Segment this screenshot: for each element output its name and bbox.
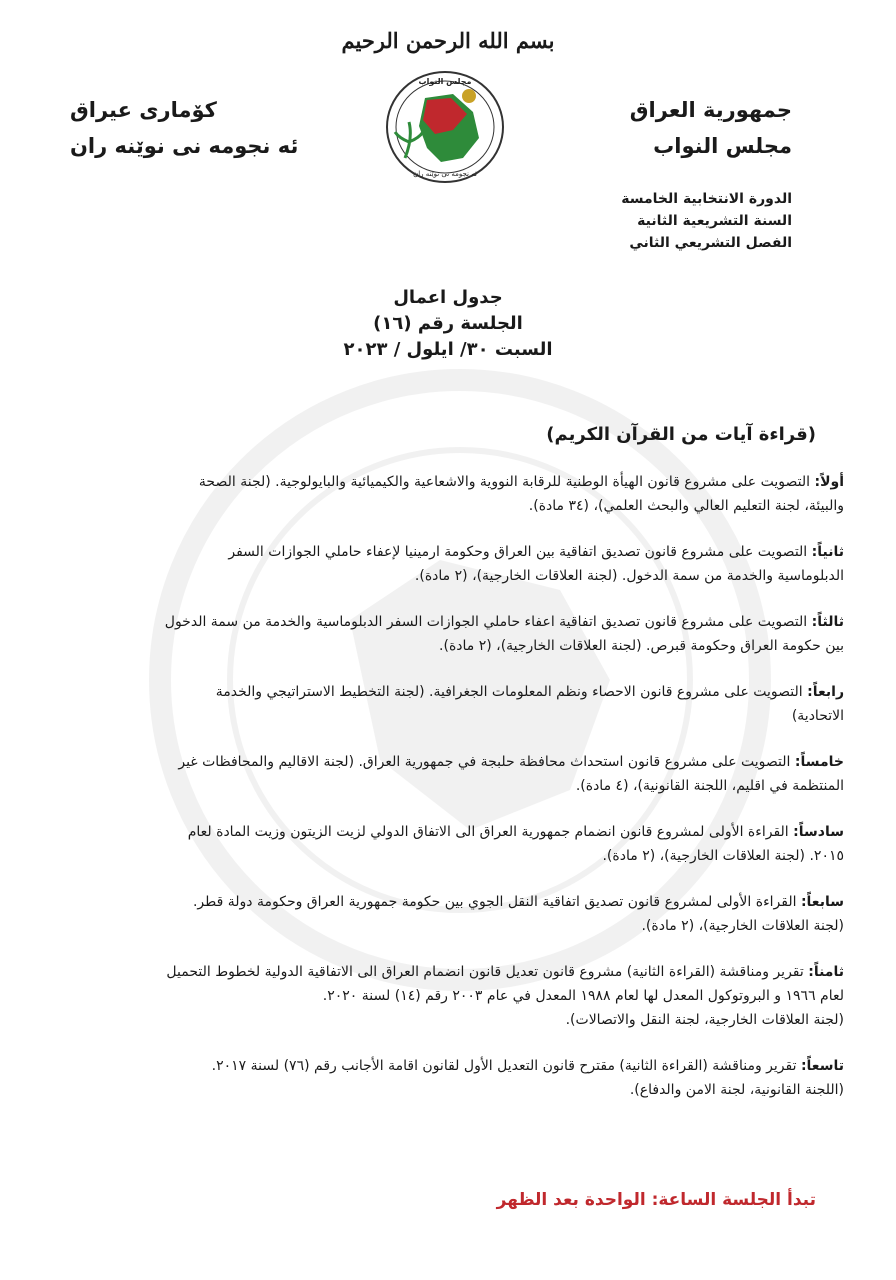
agenda-item [72, 750, 844, 798]
agenda-item [72, 540, 844, 588]
logo-top-text: مجلس النواب [418, 77, 472, 86]
agenda-item-text: التصويت على مشروع قانون الهيأة الوطنية للرقابة النووية والاشعاعية والكيميائية والبايولوجية. (لجنة الصحة والبيئة، لجنة التعليم العالي والبحث العلمي)، (٣٤ مادة). [198, 474, 844, 514]
agenda-item [72, 960, 844, 1032]
agenda-item [72, 680, 844, 728]
agenda-item-label: رابعاً: [807, 684, 844, 700]
parliament-logo-icon [383, 68, 507, 186]
agenda-title: جدول اعمال [393, 287, 503, 308]
agenda-date: السبت ٣٠/ ايلول / ٢٠٢٣ [343, 339, 553, 360]
basmala: بسم الله الرحمن الرحيم [341, 28, 555, 53]
agenda-item-text: تقرير ومناقشة (القراءة الثانية) مقترح قانون التعديل الأول لقانون اقامة الأجانب رقم (٧٦) لسنة ٢٠١٧. (اللجنة القانونية، لجنة الامن والدفاع). [211, 1058, 844, 1098]
agenda-session-number: الجلسة رقم (١٦) [373, 313, 523, 334]
header-arabic-line2: مجلس النواب [653, 134, 792, 158]
agenda-item-label: ثالثاً: [811, 614, 844, 630]
agenda-item [72, 820, 844, 868]
agenda-item-label: أولاً: [814, 474, 844, 490]
logo-bottom-text: ئه نجومه نی نوێنه ران [413, 170, 477, 178]
agenda-item-text: التصويت على مشروع قانون تصديق اتفاقية بين العراق وحكومة ارمينيا لإعفاء حاملي الجوازات السفر الدبلوماسية والخدمة من سمة الدخول. (لجنة العلاقات الخارجية)، (٢ مادة). [228, 544, 844, 584]
header-kurdish-line1: كۆماری عیراق [70, 98, 217, 122]
agenda-item-label: خامساً: [794, 754, 844, 770]
agenda-item-text: التصويت على مشروع قانون الاحصاء ونظم المعلومات الجغرافية. (لجنة التخطيط الاستراتيجي والخدمة الاتحادية) [215, 684, 844, 724]
agenda-item-label: سادساً: [793, 824, 844, 840]
quran-reading: (قراءة آيات من القرآن الكريم) [546, 424, 816, 445]
header-kurdish-line2: ئه نجومه نی نوێنه ران [70, 134, 299, 158]
agenda-item [72, 610, 844, 658]
agenda-item-label: ثانياً: [811, 544, 844, 560]
agenda-item-label: تاسعاً: [800, 1058, 844, 1074]
agenda-item-label: ثامناً: [808, 964, 844, 980]
agenda-item-label: سابعاً: [800, 894, 844, 910]
session-info-line: الدورة الانتخابية الخامسة [621, 191, 792, 207]
agenda-item [72, 890, 844, 938]
header-kurdish [70, 92, 298, 164]
header-arabic-line1: جمهورية العراق [629, 98, 792, 122]
agenda-item-text: القراءة الأولى لمشروع قانون انضمام جمهورية العراق الى الاتفاق الدولي لزيت الزيتون وزيت المادة لعام ٢٠١٥. (لجنة العلاقات الخارجية)، (٢ مادة). [187, 824, 844, 864]
session-info-line: السنة التشريعية الثانية [637, 213, 792, 229]
header-arabic [630, 92, 792, 164]
agenda-item [72, 1054, 844, 1102]
agenda-item [72, 470, 844, 518]
agenda-item-text: التصويت على مشروع قانون استحداث محافظة حلبجة في جمهورية العراق. (لجنة الاقاليم والمحافظات غير المنتظمة في اقليم، اللجنة القانونية)، (٤ مادة). [178, 754, 844, 794]
agenda-heading [0, 285, 896, 363]
session-info [621, 188, 792, 254]
session-start-time-note: تبدأ الجلسة الساعة: الواحدة بعد الظهر [496, 1190, 816, 1210]
session-info-line: الفصل التشريعي الثاني [629, 235, 792, 251]
agenda-items [72, 470, 844, 1124]
agenda-item-text: التصويت على مشروع قانون تصديق اتفاقية اعفاء حاملي الجوازات السفر الدبلوماسية والخدمة من سمة الدخول بين حكومة العراق وحكومة قبرص. (لجنة العلاقات الخارجية)، (٢ مادة). [164, 614, 844, 654]
agenda-item-text: القراءة الأولى لمشروع قانون تصديق اتفاقية النقل الجوي بين حكومة جمهورية العراق وحكومة دولة قطر. (لجنة العلاقات الخارجية)، (٢ مادة). [192, 894, 844, 934]
agenda-item-text: تقرير ومناقشة (القراءة الثانية) مشروع قانون تعديل قانون انضمام العراق الى الاتفاقية الدولية لخطوط التحميل لعام ١٩٦٦ و البروتوكول المعدل لها لعام ١٩٨٨ المعدل في عام ٢٠٠٣ رقم (١٤) لسنة ٢٠٢٠. (لجنة العلاقات الخارجية، لجنة النقل والاتصالات). [166, 964, 844, 1028]
